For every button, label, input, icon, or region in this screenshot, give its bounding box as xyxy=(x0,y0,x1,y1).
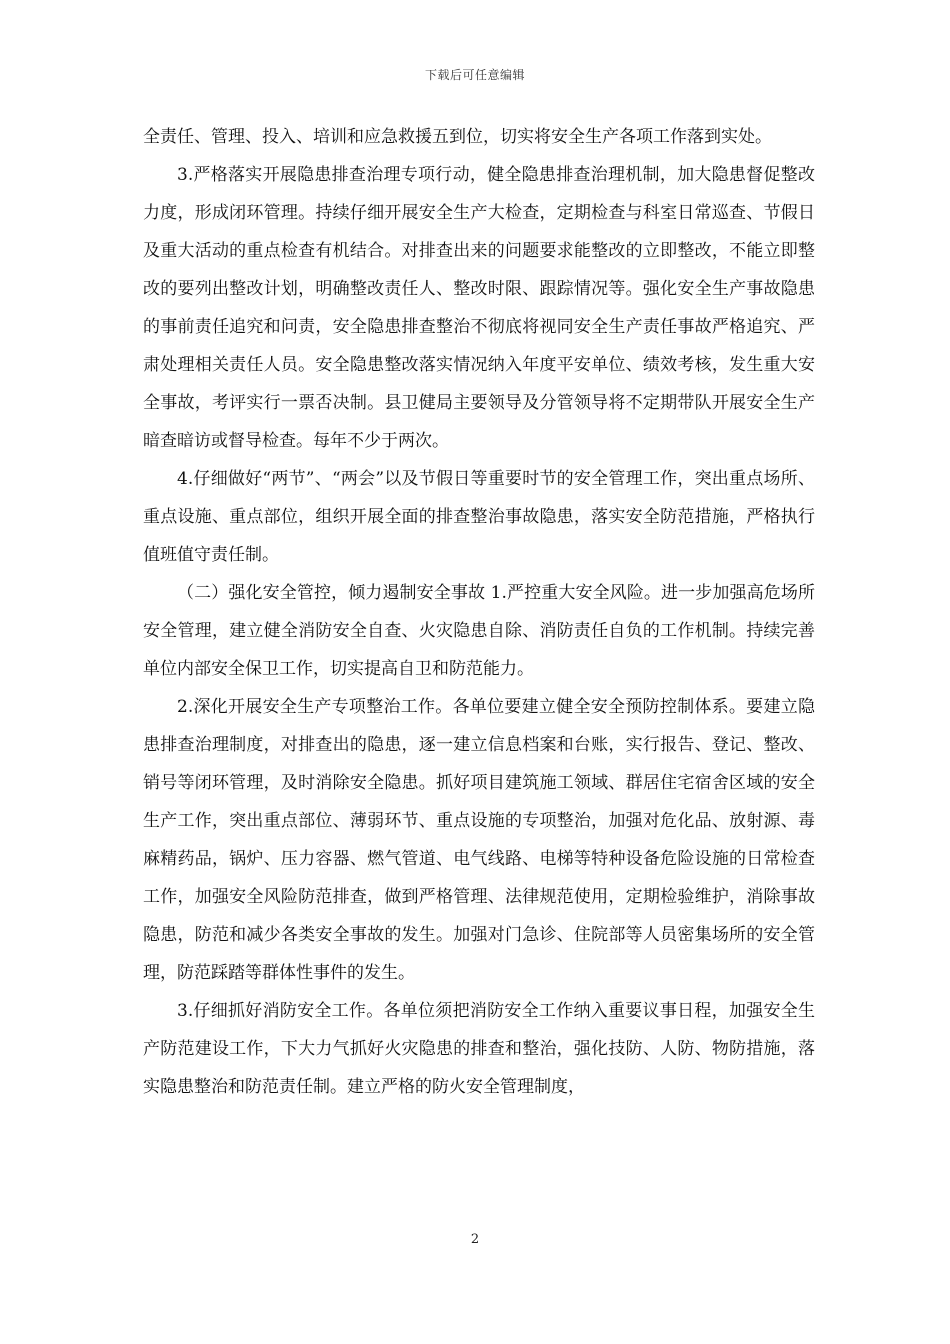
paragraph-item-4-holiday-safety: 4.仔细做好“两节”、“两会”以及节假日等重要时节的安全管理工作，突出重点场所、重点设施、重点部位，组织开展全面的排查整治事故隐患，落实安全防范措施，严格执行值班值守责任制。 xyxy=(143,469,815,565)
paragraph-item-3-fire-safety: 3.仔细抓好消防安全工作。各单位须把消防安全工作纳入重要议事日程，加强安全生产防范建设工作，下大力气抓好火灾隐患的排查和整治，强化技防、人防、物防措施，落实隐患整治和防范责任制。建立严格的防火安全管理制度， xyxy=(143,1001,815,1097)
document-body xyxy=(143,118,815,1106)
paragraph-item-2-special-rectification: 2.深化开展安全生产专项整治工作。各单位要建立健全安全预防控制体系。要建立隐患排查治理制度，对排查出的隐患，逐一建立信息档案和台账，实行报告、登记、整改、销号等闭环管理，及时消除安全隐患。抓好项目建筑施工领域、群居住宅宿舍区域的安全生产工作，突出重点部位、薄弱环节、重点设施的专项整治，加强对危化品、放射源、毒麻精药品，锅炉、压力容器、燃气管道、电气线路、电梯等特种设备危险设施的日常检查工作，加强安全风险防范排查，做到严格管理、法律规范使用，定期检验维护，消除事故隐患，防范和减少各类安全事故的发生。加强对门急诊、住院部等人员密集场所的安全管理，防范踩踏等群体性事件的发生。 xyxy=(143,697,815,983)
paragraph-item-3-hazard-inspection: 3.严格落实开展隐患排查治理专项行动，健全隐患排查治理机制，加大隐患督促整改力度，形成闭环管理。持续仔细开展安全生产大检查，定期检查与科室日常巡查、节假日及重大活动的重点检查有机结合。对排查出来的问题要求能整改的立即整改，不能立即整改的要列出整改计划，明确整改责任人、整改时限、跟踪情况等。强化安全生产事故隐患的事前责任追究和问责，安全隐患排查整治不彻底将视同安全生产责任事故严格追究、严肃处理相关责任人员。安全隐患整改落实情况纳入年度平安单位、绩效考核，发生重大安全事故，考评实行一票否决制。县卫健局主要领导及分管领导将不定期带队开展安全生产暗查暗访或督导检查。每年不少于两次。 xyxy=(143,165,815,451)
paragraph-section-2-risk-control: （二）强化安全管控，倾力遏制安全事故 1.严控重大安全风险。进一步加强高危场所安全管理，建立健全消防安全自查、火灾隐患自除、消防责任自负的工作机制。持续完善单位内部安全保卫工作，切实提高自卫和防范能力。 xyxy=(143,583,815,679)
page-number: 2 xyxy=(470,1232,480,1247)
paragraph-continuation: 全责任、管理、投入、培训和应急救援五到位，切实将安全生产各项工作落到实处。 xyxy=(143,127,772,147)
page-header: 下载后可任意编辑 xyxy=(424,68,525,82)
